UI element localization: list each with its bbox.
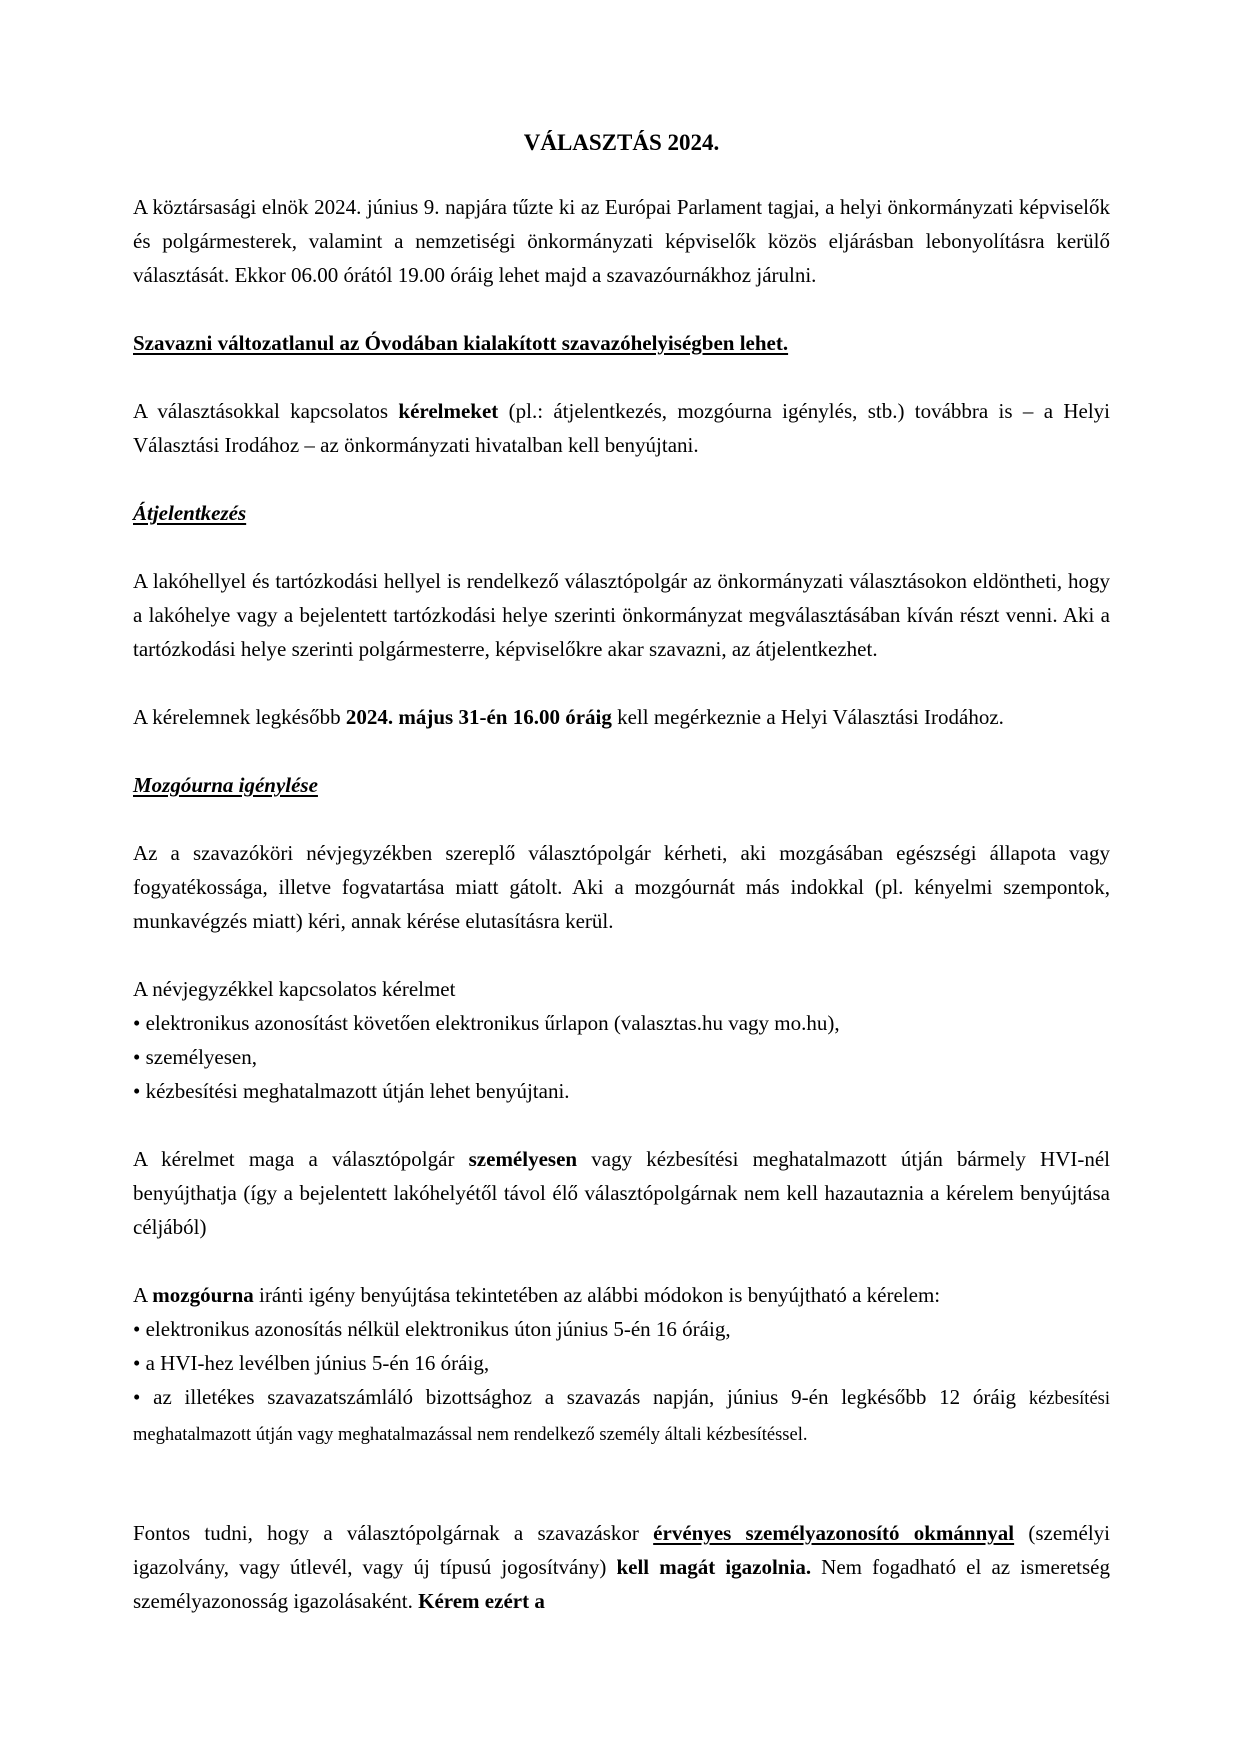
text-run: vagy kézbesítési meghatalmazott útján bármely HVI-nél benyújthatja (így a bejelentett lakóhelyétől távol élő választópolgárnak nem kell hazautaznia a kérelem benyújtása céljából) — [133, 1147, 1110, 1239]
text-run: • az illetékes szavazatszámláló bizottsághoz a szavazás napján, június 9-én legkésőbb 12 óráig — [133, 1385, 1029, 1409]
text-run: Az a szavazóköri névjegyzékben szereplő választópolgár kérheti, aki mozgásában egészségi állapota vagy fogyatékossága, illetve fogvatartása miatt gátolt. Aki a mozgóurnát más indokkal (pl. kényelmi szempontok, munkavégzés miatt) kéri, annak kérése elutasításra kerül. — [133, 841, 1110, 933]
voting-location-statement — [133, 326, 1110, 360]
text-run: Mozgóurna igénylése — [133, 773, 318, 797]
text-run: A választásokkal kapcsolatos — [133, 399, 399, 423]
text-run: (személyi igazolvány, vagy útlevél, vagy új típusú jogosítvány) — [133, 1521, 1110, 1579]
text-run: kell megérkeznie a Helyi Választási Irodához. — [611, 705, 1004, 729]
text-run: 2024. május 31-én 16.00 óráig — [345, 705, 612, 729]
mozgourna-submission-list — [133, 1278, 1110, 1452]
text-run: iránti igény benyújtása tekintetében az alábbi módokon is benyújtható a kérelem: — [253, 1283, 941, 1307]
text-run: • elektronikus azonosítást követően elektronikus űrlapon (valasztas.hu vagy mo.hu), — [133, 1011, 840, 1035]
text-run: • személyesen, — [133, 1045, 257, 1069]
text-run: Átjelentkezés — [133, 501, 247, 525]
requests-paragraph — [133, 394, 1110, 462]
deadline-paragraph — [133, 700, 1110, 734]
doc-title — [133, 126, 1110, 160]
section-heading-atjelentkezes — [133, 496, 1110, 530]
text-run: Nem fogadható el az ismeretség személyazonosság igazolásaként. — [133, 1555, 1110, 1613]
register-request-list — [133, 972, 1110, 1108]
text-run: A — [133, 1283, 153, 1307]
text-run: kell magát igazolnia. — [616, 1555, 812, 1579]
text-run: kérelmeket — [398, 399, 499, 423]
text-run: A lakóhellyel és tartózkodási hellyel is rendelkező választópolgár az önkormányzati választásokon eldöntheti, hogy a lakóhelye vagy a bejelentett tartózkodási helye szerinti önkormányzat megválasztásában kíván részt venni. Aki a tartózkodási helye szerinti polgármesterre, képviselőkre akar szavazni, az átjelentkezhet. — [133, 569, 1110, 661]
text-run: Fontos tudni, hogy a választópolgárnak a szavazáskor — [133, 1521, 654, 1545]
section-heading-mozgourna — [133, 768, 1110, 802]
text-run: személyesen — [468, 1147, 578, 1171]
text-run: A köztársasági elnök 2024. június 9. napjára tűzte ki az Európai Parlament tagjai, a helyi önkormányzati képviselők és polgármesterek, valamint a nemzetiségi önkormányzati képviselők közös eljárásban lebonyolításra kerülő választását. Ekkor 06.00 órától 19.00 óráig lehet majd a szavazóurnákhoz járulni. — [133, 195, 1110, 287]
text-run: A kérelmet maga a választópolgár — [133, 1147, 469, 1171]
mozgourna-paragraph — [133, 836, 1110, 938]
text-run: • kézbesítési meghatalmazott útján lehet benyújtani. — [133, 1079, 570, 1103]
atjelentkezes-paragraph — [133, 564, 1110, 666]
text-run: VÁLASZTÁS 2024. — [523, 130, 720, 155]
text-run: A kérelemnek legkésőbb — [133, 705, 346, 729]
text-run: érvényes személyazonosító okmánnyal — [653, 1521, 1015, 1545]
text-run: (pl.: átjelentkezés, mozgóurna igénylés, stb.) továbbra is – a Helyi Választási Irodához – az önkormányzati hivatalban kell benyújtani. — [133, 399, 1110, 457]
intro-paragraph — [133, 190, 1110, 292]
personal-submission-paragraph — [133, 1142, 1110, 1244]
text-run: Kérem ezért a — [418, 1589, 545, 1613]
text-run: Szavazni változatlanul az Óvodában kialakított szavazóhelyiségben lehet. — [133, 331, 789, 355]
text-run: A névjegyzékkel kapcsolatos kérelmet — [133, 977, 456, 1001]
text-run: • a HVI-hez levélben június 5-én 16 óráig, — [133, 1351, 490, 1375]
identity-paragraph — [133, 1516, 1110, 1618]
text-run: kézbesítési meghatalmazott útján vagy meghatalmazással nem rendelkező személy általi kézbesítéssel. — [133, 1389, 1110, 1445]
text-run: • elektronikus azonosítás nélkül elektronikus úton június 5-én 16 óráig, — [133, 1317, 731, 1341]
text-run: mozgóurna — [152, 1283, 254, 1307]
